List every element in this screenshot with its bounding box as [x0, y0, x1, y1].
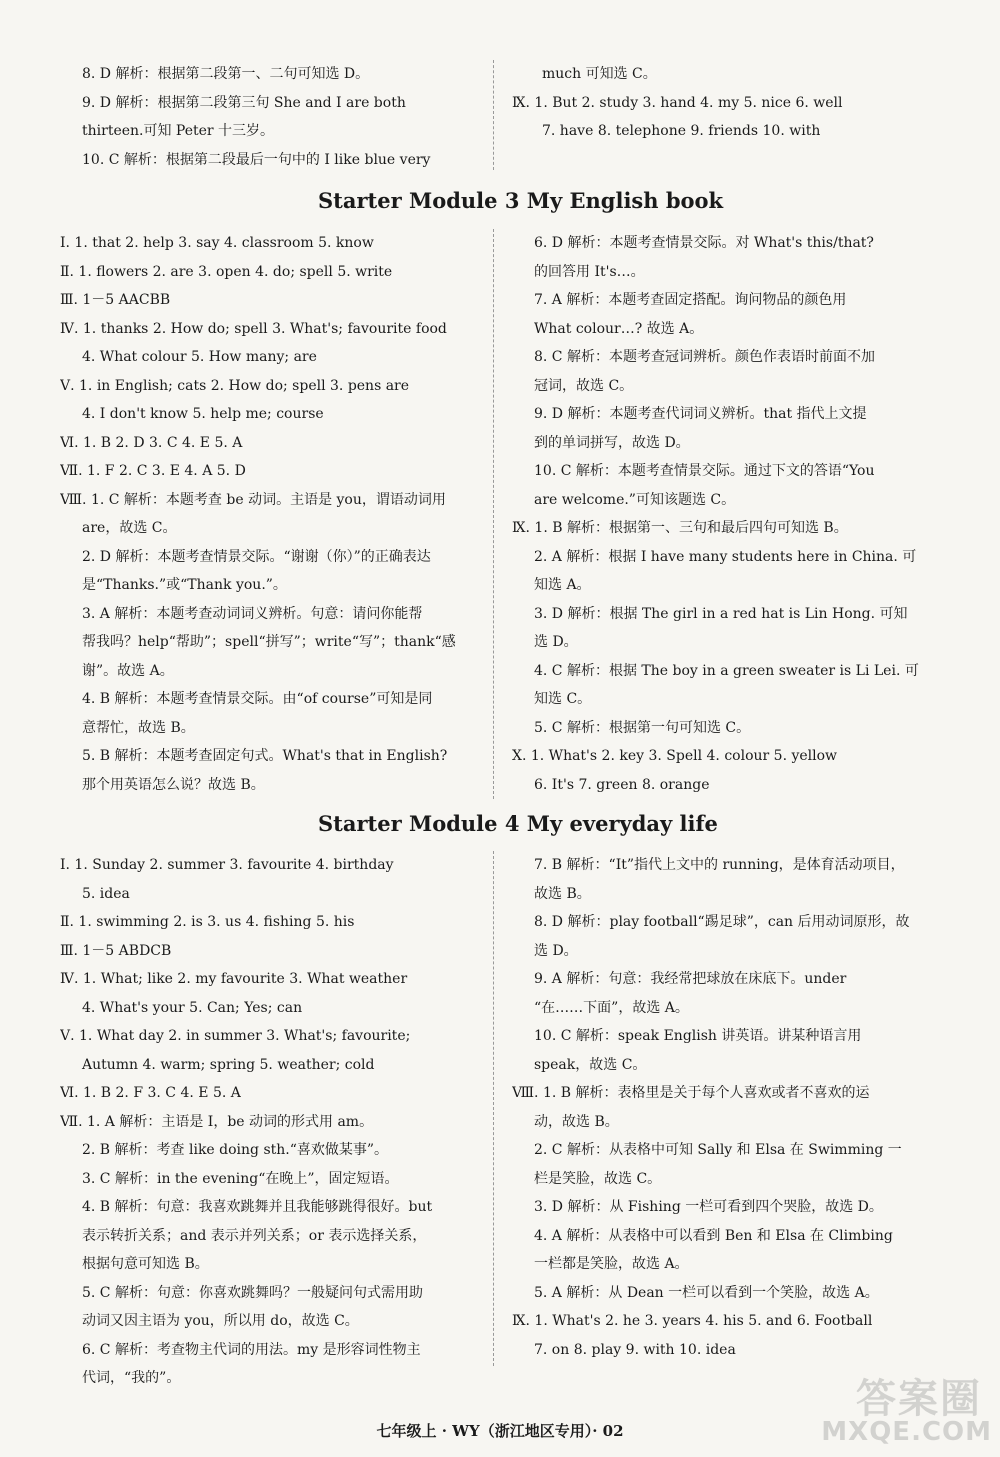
answer-line: 3. A 解析：本题考查动词词义辨析。句意：请问你能帮 [82, 605, 423, 622]
answer-line: 一栏都是笑脸，故选 A。 [534, 1256, 689, 1272]
module3-right-column [512, 229, 952, 799]
answer-line: 10. C 解析：根据第二段最后一句中的 I like blue very [82, 151, 431, 168]
answer-line: “在……下面”，故选 A。 [534, 999, 689, 1016]
answer-line: Ⅲ. 1－5 AACBB [60, 292, 171, 308]
answer-line: Ⅶ. 1. A 解析：主语是 I，be 动词的形式用 am。 [60, 1113, 374, 1130]
answer-line: 选 D。 [534, 634, 578, 650]
module4-right-column [512, 851, 952, 1364]
answer-line: thirteen.可知 Peter 十三岁。 [82, 123, 275, 139]
answer-line: 到的单词拼写，故选 D。 [534, 434, 690, 451]
answer-line: Ⅵ. 1. B 2. D 3. C 4. E 5. A [60, 434, 243, 451]
answer-line: 8. D 解析：根据第二段第一、二句可知选 D。 [82, 66, 370, 82]
answer-line: 6. It's 7. green 8. orange [534, 776, 710, 793]
answer-line: 表示转折关系；and 表示并列关系；or 表示选择关系， [82, 1227, 427, 1244]
answer-line: 的回答用 It's…。 [534, 263, 645, 280]
answer-line: are welcome.”可知该题选 C。 [534, 491, 736, 508]
answer-line: 根据句意可知选 B。 [82, 1256, 209, 1272]
answer-line: 知选 A。 [534, 577, 591, 593]
answer-line: much 可知选 C。 [542, 66, 657, 82]
answer-line: 2. D 解析：本题考查情景交际。“谢谢（你）”的正确表达 [82, 548, 431, 565]
answer-line: Ⅸ. 1. What's 2. he 3. years 4. his 5. and 6. Football [512, 1313, 873, 1329]
answer-line: 是“Thanks.”或“Thank you.”。 [82, 577, 287, 593]
answer-line: 故选 B。 [534, 885, 591, 902]
page-footer: 七年级上 · WY（浙江地区专用）· 02 [376, 1422, 624, 1440]
answer-line: Ⅸ. 1. B 解析：根据第一、三句和最后四句可知选 B。 [512, 520, 848, 536]
answer-line: 9. A 解析：句意：我经常把球放在床底下。under [534, 971, 847, 987]
answer-line: 4. C 解析：根据 The boy in a green sweater is Li Lei. 可 [534, 662, 919, 679]
answer-line: Ⅴ. 1. in English; cats 2. How do; spell 3. pens are [60, 377, 410, 394]
module3-left-column [60, 229, 500, 799]
answer-line: 冠词，故选 C。 [534, 377, 634, 394]
answer-line: 2. B 解析：考查 like doing sth.“喜欢做某事”。 [82, 1142, 389, 1158]
answer-line: 栏是笑脸，故选 C。 [534, 1170, 662, 1187]
answer-line: Ⅸ. 1. But 2. study 3. hand 4. my 5. nice 6. well [512, 94, 843, 111]
answer-line: 谢”。故选 A。 [82, 662, 174, 679]
answer-line: 8. D 解析：play football“踢足球”，can 后用动词原形，故 [534, 914, 910, 930]
module4-left-column [60, 851, 500, 1393]
answer-line: Ⅶ. 1. F 2. C 3. E 4. A 5. D [60, 463, 246, 479]
answer-line: 7. B 解析：“It”指代上文中的 running，是体育活动项目， [534, 857, 905, 873]
answer-line: 9. D 解析：根据第二段第三句 She and I are both [82, 94, 406, 111]
answer-line: Ⅷ. 1. C 解析：本题考查 be 动词。主语是 you，谓语动词用 [60, 491, 446, 508]
answer-line: 9. D 解析：本题考查代词词义辨析。that 指代上文提 [534, 406, 867, 422]
answer-line: Ⅹ. 1. What's 2. key 3. Spell 4. colour 5. yellow [512, 748, 838, 764]
answer-line: 5. C 解析：句意：你喜欢跳舞吗？一般疑问句式需用助 [82, 1284, 423, 1301]
answer-line: Ⅱ. 1. flowers 2. are 3. open 4. do; spell 5. write [60, 263, 393, 280]
answer-line: 6. D 解析：本题考查情景交际。对 What's this/that? [534, 235, 874, 251]
column-divider [493, 851, 494, 1366]
answer-line: 4. I don't know 5. help me; course [82, 406, 324, 422]
answer-line: 5. idea [82, 885, 130, 902]
answer-line: Ⅵ. 1. B 2. F 3. C 4. E 5. A [60, 1085, 241, 1101]
answer-line: 10. C 解析：本题考查情景交际。通过下文的答语“You [534, 463, 875, 479]
answer-line: Autumn 4. warm; spring 5. weather; cold [82, 1056, 375, 1073]
answer-line: Ⅱ. 1. swimming 2. is 3. us 4. fishing 5. his [60, 914, 355, 930]
answer-line: Ⅳ. 1. thanks 2. How do; spell 3. What's; favourite food [60, 320, 447, 337]
answer-line: 8. C 解析：本题考查冠词辨析。颜色作表语时前面不加 [534, 349, 875, 365]
answer-line: Ⅴ. 1. What day 2. in summer 3. What's; favourite; [60, 1028, 411, 1044]
answer-line: 5. B 解析：本题考查固定句式。What's that in English? [82, 748, 448, 764]
answer-line: 10. C 解析：speak English 讲英语。讲某种语言用 [534, 1028, 862, 1044]
answer-line: 7. on 8. play 9. with 10. idea [534, 1341, 736, 1358]
answer-line: 3. C 解析：in the evening“在晚上”，固定短语。 [82, 1170, 399, 1187]
answer-line: 7. have 8. telephone 9. friends 10. with [542, 123, 821, 139]
answer-line: 5. C 解析：根据第一句可知选 C。 [534, 719, 751, 736]
answer-line: 代词，“我的”。 [82, 1370, 181, 1386]
answer-line: Ⅷ. 1. B 解析：表格里是关于每个人喜欢或者不喜欢的运 [512, 1085, 870, 1101]
answer-line: 6. C 解析：考查物主代词的用法。my 是形容词性物主 [82, 1341, 421, 1358]
top-left-column [60, 60, 500, 174]
answer-line: 3. D 解析：从 Fishing 一栏可看到四个哭脸，故选 D。 [534, 1199, 883, 1215]
answer-line: 帮我吗？help“帮助”；spell“拼写”；write“写”；thank“感 [82, 634, 456, 650]
section-title-module-4: Starter Module 4 My everyday life [318, 811, 718, 836]
answer-line: 2. A 解析：根据 I have many students here in China. 可 [534, 548, 917, 565]
answer-line: 知选 C。 [534, 691, 592, 707]
top-right-column [512, 60, 952, 146]
answer-line: speak，故选 C。 [534, 1056, 647, 1073]
answer-line: 动，故选 B。 [534, 1113, 619, 1130]
answer-line: 2. C 解析：从表格中可知 Sally 和 Elsa 在 Swimming 一 [534, 1142, 902, 1158]
answer-line: What colour…? 故选 A。 [534, 320, 704, 337]
watermark-text: 答案圈 [856, 1376, 982, 1422]
answer-line: 4. A 解析：从表格中可以看到 Ben 和 Elsa 在 Climbing [534, 1227, 893, 1244]
answer-line: 4. B 解析：句意：我喜欢跳舞并且我能够跳得很好。but [82, 1199, 433, 1215]
section-title-module-3: Starter Module 3 My English book [318, 188, 724, 213]
answer-line: 4. B 解析：本题考查情景交际。由“of course”可知是同 [82, 691, 433, 707]
answer-line: 选 D。 [534, 942, 578, 959]
answer-line: 意帮忙，故选 B。 [82, 719, 195, 736]
answer-line: 那个用英语怎么说？故选 B。 [82, 776, 265, 793]
column-divider [493, 60, 494, 170]
answer-line: 5. A 解析：从 Dean 一栏可以看到一个笑脸，故选 A。 [534, 1284, 879, 1301]
answer-line: Ⅲ. 1－5 ABDCB [60, 942, 172, 959]
answer-line: Ⅰ. 1. that 2. help 3. say 4. classroom 5. know [60, 235, 374, 251]
answer-line: 4. What colour 5. How many; are [82, 349, 317, 365]
answer-line: 动词又因主语为 you，所以用 do，故选 C。 [82, 1313, 359, 1329]
answer-line: are，故选 C。 [82, 520, 177, 536]
column-divider [493, 229, 494, 799]
watermark-url: MXQE.COM [821, 1417, 992, 1447]
answer-line: Ⅰ. 1. Sunday 2. summer 3. favourite 4. birthday [60, 857, 394, 873]
answer-line: 4. What's your 5. Can; Yes; can [82, 999, 303, 1016]
answer-line: Ⅳ. 1. What; like 2. my favourite 3. What weather [60, 971, 408, 987]
watermark-logo [812, 1367, 992, 1447]
answer-line: 3. D 解析：根据 The girl in a red hat is Lin Hong. 可知 [534, 605, 908, 622]
answer-line: 7. A 解析：本题考查固定搭配。询问物品的颜色用 [534, 292, 847, 308]
